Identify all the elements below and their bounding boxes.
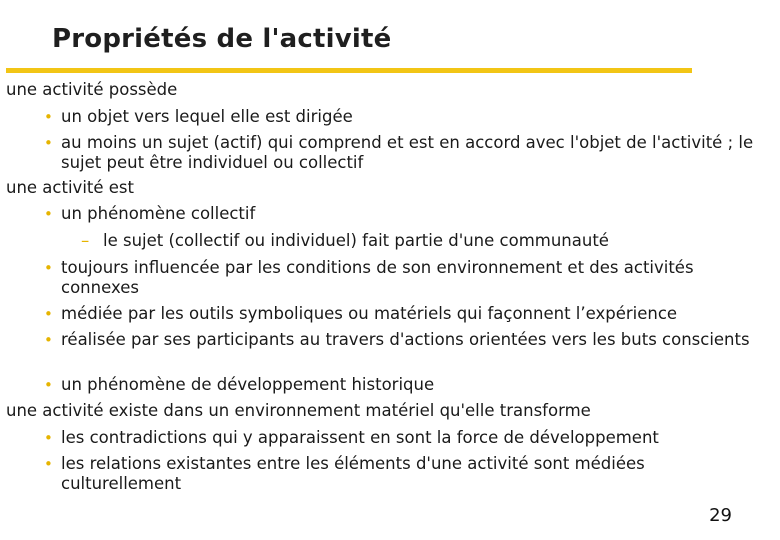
bullet-item — [44, 258, 761, 298]
bullet-item — [44, 330, 761, 350]
bullet-item — [44, 454, 761, 494]
bullet-icon: • — [44, 376, 53, 394]
bullet-icon: • — [44, 429, 53, 447]
bullet-text: médiée par les outils symboliques ou matériels qui façonnent l’expérience — [61, 304, 678, 323]
dash-icon: – — [81, 231, 90, 250]
page-number: 29 — [709, 505, 732, 526]
bullet-text: un phénomène de développement historique — [61, 375, 435, 394]
bullet-item — [44, 375, 761, 395]
bullet-text: toujours influencée par les conditions de son environnement et des activités connexes — [61, 258, 694, 297]
bullet-text: les contradictions qui y apparaissent en sont la force de développement — [61, 428, 659, 447]
bullet-icon: • — [44, 331, 53, 349]
bullet-icon: • — [44, 134, 53, 152]
bullet-icon: • — [44, 455, 53, 473]
text-line: une activité existe dans un environnement matériel qu'elle transforme — [6, 401, 591, 420]
bullet-item — [44, 204, 761, 224]
sub-bullet-text: le sujet (collectif ou individuel) fait partie d'une communauté — [103, 231, 609, 250]
bullet-item — [44, 133, 761, 173]
bullet-text: un phénomène collectif — [61, 204, 256, 223]
bullet-icon: • — [44, 205, 53, 223]
bullet-icon: • — [44, 259, 53, 277]
bullet-text: les relations existantes entre les éléments d'une activité sont médiées culturellement — [61, 454, 645, 493]
bullet-item — [44, 304, 761, 324]
bullet-item — [44, 428, 761, 448]
slide-title: Propriétés de l'activité — [52, 24, 392, 54]
bullet-text: au moins un sujet (actif) qui comprend et est en accord avec l'objet de l'activité ; le sujet peut être individuel ou collectif — [61, 133, 754, 172]
sub-bullet-item — [81, 231, 763, 251]
text-line: une activité est — [6, 178, 134, 197]
bullet-text: réalisée par ses participants au travers d'actions orientées vers les buts conscients — [61, 330, 750, 349]
bullet-item — [44, 107, 761, 127]
text-line: une activité possède — [6, 80, 178, 99]
bullet-icon: • — [44, 108, 53, 126]
title-underline — [6, 68, 692, 73]
bullet-icon: • — [44, 305, 53, 323]
bullet-text: un objet vers lequel elle est dirigée — [61, 107, 353, 126]
